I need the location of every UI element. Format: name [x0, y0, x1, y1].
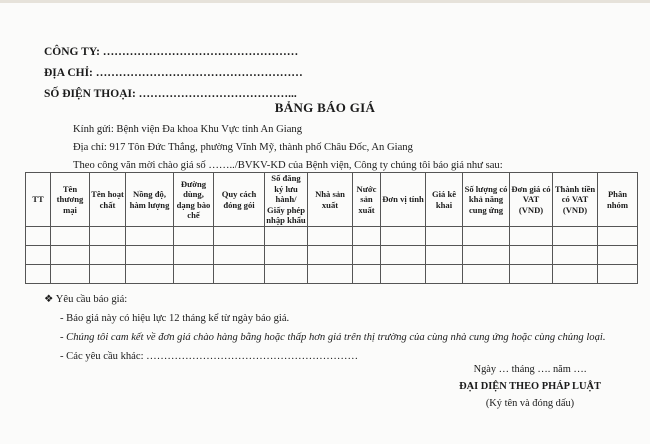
table-cell [126, 227, 174, 246]
table-cell [463, 227, 510, 246]
table-cell [174, 246, 214, 265]
col-header-concentration: Nồng độ, hàm lượng [126, 173, 174, 227]
table-cell [26, 246, 51, 265]
requirements-heading: Yêu cầu báo giá: [55, 294, 128, 305]
table-cell [510, 246, 553, 265]
table-cell [51, 227, 90, 246]
table-cell [510, 265, 553, 284]
reference-line: Theo công văn mời chào giá số ……../BVKV-KD của Bệnh viện, Công ty chúng tôi báo giá như sau: [73, 160, 503, 171]
col-header-unit: Đơn vị tính [381, 173, 426, 227]
company-name-field: CÔNG TY: …………………………………………… [44, 46, 299, 58]
col-header-supply-quantity: Số lượng có khả năng cung ứng [463, 173, 510, 227]
table-cell [463, 246, 510, 265]
table-cell [598, 227, 638, 246]
table-body [26, 227, 638, 284]
table-cell [214, 246, 265, 265]
sign-stamp-note: (Ký tên và đóng dấu) [485, 398, 575, 409]
table-cell [353, 246, 381, 265]
table-cell [265, 246, 308, 265]
table-cell [598, 265, 638, 284]
table-cell [51, 246, 90, 265]
table-cell [353, 227, 381, 246]
legal-representative-label: ĐẠI DIỆN THEO PHÁP LUẬT [459, 381, 601, 392]
table-cell [265, 265, 308, 284]
col-header-packaging: Quy cách đóng gói [214, 173, 265, 227]
col-header-unit-price-vat: Đơn giá có VAT (VND) [510, 173, 553, 227]
table-cell [26, 227, 51, 246]
recipient-line: Kính gửi: Bệnh viện Đa khoa Khu Vực tỉnh An Giang [73, 124, 303, 135]
signature-block [430, 361, 630, 412]
table-cell [174, 227, 214, 246]
requirements-heading-line [44, 290, 605, 309]
col-header-total-vat: Thành tiền có VAT (VND) [553, 173, 598, 227]
table-cell [553, 227, 598, 246]
table-cell [308, 227, 353, 246]
intro-block [73, 121, 503, 175]
table-cell [598, 246, 638, 265]
requirement-item: - Các yêu cầu khác: …………………………………………………… [60, 351, 359, 362]
table-cell [308, 246, 353, 265]
requirement-item: - Chúng tôi cam kết về đơn giá chào hàng bằng hoặc thấp hơn giá trên thị trường của cùng nhà cung ứng hoặc cùng chủng loại. [60, 332, 606, 343]
table-cell [90, 265, 126, 284]
col-header-group: Phân nhóm [598, 173, 638, 227]
col-header-registration: Số đăng ký lưu hành/ Giấy phép nhập khẩu [266, 173, 306, 226]
col-header-route-form: Đường dùng, dạng bào chế [174, 173, 214, 227]
col-header-country: Nước sản xuất [353, 173, 381, 227]
paper-top-edge [0, 0, 650, 3]
table-cell [90, 227, 126, 246]
table-cell [265, 227, 308, 246]
table-cell [26, 265, 51, 284]
table-cell [426, 227, 463, 246]
table-cell [553, 265, 598, 284]
requirement-item: - Báo giá này có hiệu lực 12 tháng kể từ ngày báo giá. [60, 313, 290, 324]
company-address-field: ĐỊA CHỈ: ……………………………………………… [44, 67, 303, 79]
table-cell [510, 227, 553, 246]
table-cell [126, 246, 174, 265]
requirements-block [44, 290, 605, 366]
table-cell [381, 246, 426, 265]
table-cell [463, 265, 510, 284]
table-cell [51, 265, 90, 284]
date-line: Ngày … tháng …. năm …. [473, 364, 587, 375]
company-info [44, 42, 303, 105]
table-cell [214, 265, 265, 284]
table-cell [308, 265, 353, 284]
table-cell [381, 265, 426, 284]
diamond-bullet-icon: ❖ [44, 294, 54, 305]
document-title: BẢNG BÁO GIÁ [274, 100, 376, 115]
col-header-declared-price: Giá kê khai [426, 173, 463, 227]
table-row [26, 227, 638, 246]
table-cell [126, 265, 174, 284]
table-cell [426, 246, 463, 265]
recipient-address-line: Địa chỉ: 917 Tôn Đức Thắng, phường Vĩnh Mỹ, thành phố Châu Đốc, An Giang [73, 142, 413, 153]
table-row [26, 265, 638, 284]
table-cell [426, 265, 463, 284]
table-cell [90, 246, 126, 265]
col-header-manufacturer: Nhà sản xuất [308, 173, 353, 227]
quotation-table [25, 172, 638, 284]
col-header-trade-name: Tên thương mại [51, 173, 90, 227]
table-cell [381, 227, 426, 246]
company-phone-field: SỐ ĐIỆN THOẠI: …………………………………... [44, 88, 297, 100]
col-header-tt: TT [26, 173, 51, 227]
table-cell [353, 265, 381, 284]
table-row [26, 246, 638, 265]
table-cell [214, 227, 265, 246]
table-cell [174, 265, 214, 284]
table-cell [553, 246, 598, 265]
col-header-active-ingredient: Tên hoạt chất [90, 173, 126, 227]
table-header-row [26, 173, 638, 227]
